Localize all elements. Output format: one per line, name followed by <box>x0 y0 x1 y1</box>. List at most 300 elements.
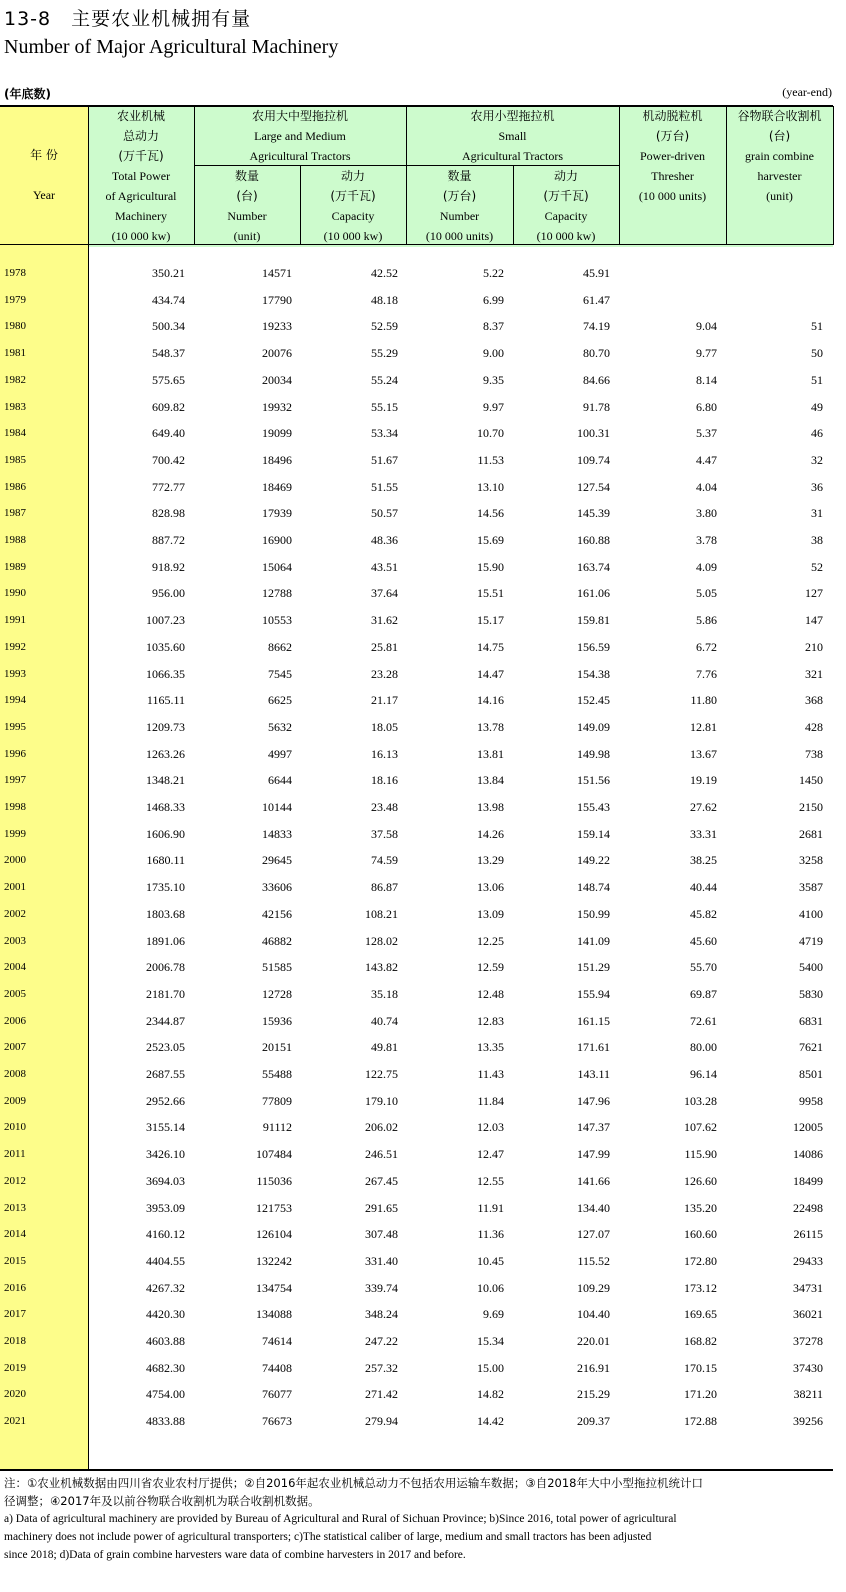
year-cell: 2007 <box>4 1041 26 1054</box>
large-number-cell: 7545 <box>268 666 292 681</box>
thresher-cell: 171.20 <box>684 1387 717 1402</box>
small-number-cell: 13.35 <box>477 1040 504 1055</box>
harvester-cell: 51 <box>811 372 823 387</box>
year-cell: 2009 <box>4 1094 26 1107</box>
large-number-cell: 14571 <box>262 266 292 280</box>
thresher-cell: 5.86 <box>696 613 717 628</box>
total-power-cell: 1348.21 <box>146 773 185 788</box>
harvester-cell: 2150 <box>799 800 823 814</box>
small-number-cell: 11.36 <box>477 1227 504 1242</box>
table-title-en: Number of Major Agricultural Machinery <box>4 36 339 58</box>
total-power-cell: 1007.23 <box>146 613 185 628</box>
large-capacity-cell: 206.02 <box>365 1120 398 1135</box>
large-capacity-cell: 291.65 <box>365 1200 398 1215</box>
small-number-cell: 15.34 <box>477 1334 504 1348</box>
small-number-cell: 12.55 <box>477 1173 504 1188</box>
table-row <box>0 874 833 901</box>
harvester-cell: 38 <box>811 533 823 547</box>
large-capacity-cell: 31.62 <box>371 613 398 628</box>
harvester-cell: 6831 <box>799 1013 823 1028</box>
header-total-power: 农业机械 总动力 (万千瓦) Total Power of Agricultural Machinery (10 000 kw) <box>105 109 177 243</box>
thresher-cell: 3.80 <box>696 506 717 521</box>
large-capacity-cell: 23.28 <box>371 666 398 681</box>
thresher-cell: 3.78 <box>696 533 717 547</box>
header-small-number: 数量 (万台) Number (10 000 units) <box>425 169 494 243</box>
total-power-cell: 4754.00 <box>146 1387 185 1402</box>
small-number-cell: 14.47 <box>477 666 504 681</box>
harvester-cell: 29433 <box>793 1253 823 1268</box>
table-row <box>0 474 833 501</box>
thresher-cell: 4.09 <box>696 559 717 574</box>
thresher-cell: 80.00 <box>690 1040 717 1055</box>
total-power-cell: 3155.14 <box>146 1120 185 1135</box>
table-row <box>0 1221 833 1248</box>
large-capacity-cell: 143.82 <box>365 960 398 975</box>
thresher-cell: 169.65 <box>684 1307 717 1322</box>
total-power-cell: 4420.30 <box>146 1307 185 1322</box>
large-capacity-cell: 40.74 <box>371 1013 398 1028</box>
small-number-cell: 14.56 <box>477 506 504 521</box>
header-harvester: 谷物联合收割机 (台) grain combine harvester (unit) <box>737 109 822 203</box>
thresher-cell: 96.14 <box>690 1067 717 1081</box>
harvester-cell: 368 <box>805 693 823 708</box>
thresher-cell: 6.72 <box>696 639 717 654</box>
header-small-tractors: 农用小型拖拉机 Small Agricultural Tractors <box>462 109 563 163</box>
small-capacity-cell: 161.15 <box>577 1013 610 1028</box>
small-capacity-cell: 134.40 <box>577 1200 610 1215</box>
total-power-cell: 1165.11 <box>146 693 185 708</box>
large-number-cell: 19932 <box>262 399 292 414</box>
small-number-cell: 15.00 <box>477 1360 504 1375</box>
harvester-cell: 2681 <box>799 826 823 841</box>
large-number-cell: 4997 <box>268 746 292 761</box>
harvester-cell: 4100 <box>799 906 823 921</box>
thresher-cell: 126.60 <box>684 1173 717 1188</box>
table-row <box>0 260 833 287</box>
small-number-cell: 13.78 <box>477 719 504 734</box>
unit-note-cn: (年底数) <box>4 87 51 101</box>
thresher-cell: 172.80 <box>684 1253 717 1268</box>
large-capacity-cell: 37.58 <box>371 826 398 841</box>
thresher-cell: 12.81 <box>690 719 717 734</box>
small-number-cell: 9.69 <box>483 1307 504 1322</box>
total-power-cell: 2006.78 <box>146 960 185 975</box>
year-cell: 1986 <box>4 480 26 493</box>
table-row <box>0 928 833 955</box>
table-row <box>0 580 833 607</box>
large-number-cell: 5632 <box>268 719 292 734</box>
harvester-cell: 37278 <box>793 1334 823 1348</box>
year-cell: 1979 <box>4 293 26 306</box>
small-number-cell: 13.98 <box>477 800 504 814</box>
thresher-cell: 170.15 <box>684 1360 717 1375</box>
small-capacity-cell: 156.59 <box>577 639 610 654</box>
table-row <box>0 287 833 314</box>
small-number-cell: 9.00 <box>483 346 504 361</box>
small-capacity-cell: 154.38 <box>577 666 610 681</box>
small-number-cell: 13.06 <box>477 880 504 895</box>
table-row <box>0 794 833 821</box>
table-row <box>0 420 833 447</box>
large-number-cell: 12788 <box>262 586 292 601</box>
year-cell: 1989 <box>4 560 26 573</box>
year-cell: 1985 <box>4 453 26 466</box>
small-number-cell: 14.16 <box>477 693 504 708</box>
large-capacity-cell: 339.74 <box>365 1280 398 1295</box>
total-power-cell: 350.21 <box>152 266 185 280</box>
total-power-cell: 3953.09 <box>146 1200 185 1215</box>
small-number-cell: 15.17 <box>477 613 504 628</box>
thresher-cell: 115.90 <box>684 1147 717 1162</box>
large-number-cell: 18469 <box>262 479 292 494</box>
large-number-cell: 15064 <box>262 559 292 574</box>
year-cell: 2004 <box>4 961 26 974</box>
year-cell: 1996 <box>4 747 26 760</box>
thresher-cell: 5.05 <box>696 586 717 601</box>
header-year: 年 份 Year <box>30 148 58 202</box>
table-row <box>0 687 833 714</box>
small-number-cell: 10.45 <box>477 1253 504 1268</box>
small-capacity-cell: 109.74 <box>577 452 610 467</box>
table-row <box>0 1381 833 1408</box>
large-capacity-cell: 42.52 <box>371 266 398 280</box>
small-number-cell: 12.47 <box>477 1147 504 1162</box>
small-number-cell: 12.25 <box>477 933 504 948</box>
large-number-cell: 17790 <box>262 292 292 307</box>
year-cell: 1992 <box>4 640 26 653</box>
large-number-cell: 6644 <box>268 773 292 788</box>
large-capacity-cell: 307.48 <box>365 1227 398 1242</box>
large-number-cell: 14833 <box>262 826 292 841</box>
small-capacity-cell: 220.01 <box>577 1334 610 1348</box>
small-capacity-cell: 209.37 <box>577 1414 610 1429</box>
harvester-cell: 3258 <box>799 853 823 868</box>
small-capacity-cell: 150.99 <box>577 906 610 921</box>
total-power-cell: 2523.05 <box>146 1040 185 1055</box>
total-power-cell: 649.40 <box>152 426 185 441</box>
large-number-cell: 115036 <box>256 1173 292 1188</box>
large-number-cell: 76077 <box>262 1387 292 1402</box>
table-row <box>0 1275 833 1302</box>
year-cell: 1984 <box>4 427 26 440</box>
small-number-cell: 10.06 <box>477 1280 504 1295</box>
table-row <box>0 313 833 340</box>
small-capacity-cell: 159.14 <box>577 826 610 841</box>
total-power-cell: 4160.12 <box>146 1227 185 1242</box>
large-capacity-cell: 51.55 <box>371 479 398 494</box>
large-number-cell: 29645 <box>262 853 292 868</box>
total-power-cell: 956.00 <box>152 586 185 601</box>
small-number-cell: 13.81 <box>477 746 504 761</box>
total-power-cell: 4833.88 <box>146 1414 185 1429</box>
large-capacity-cell: 18.16 <box>371 773 398 788</box>
table-row <box>0 340 833 367</box>
small-number-cell: 11.84 <box>477 1093 504 1108</box>
thresher-cell: 11.80 <box>690 693 717 708</box>
large-capacity-cell: 55.15 <box>371 399 398 414</box>
table-row <box>0 1114 833 1141</box>
large-number-cell: 10553 <box>262 613 292 628</box>
harvester-cell: 5830 <box>799 986 823 1001</box>
small-capacity-cell: 127.54 <box>577 479 610 494</box>
total-power-cell: 1606.90 <box>146 826 185 841</box>
large-number-cell: 8662 <box>268 639 292 654</box>
table-row <box>0 1034 833 1061</box>
year-cell: 1997 <box>4 774 26 787</box>
total-power-cell: 887.72 <box>152 533 185 547</box>
small-capacity-cell: 115.52 <box>577 1253 610 1268</box>
large-capacity-cell: 48.18 <box>371 292 398 307</box>
table-row <box>0 634 833 661</box>
total-power-cell: 2344.87 <box>146 1013 185 1028</box>
small-number-cell: 13.84 <box>477 773 504 788</box>
small-capacity-cell: 147.99 <box>577 1147 610 1162</box>
small-capacity-cell: 141.09 <box>577 933 610 948</box>
table-row <box>0 1141 833 1168</box>
year-cell: 2011 <box>4 1148 26 1161</box>
header-thresher: 机动脱粒机 (万台) Power-driven Thresher (10 000 units) <box>638 109 707 203</box>
table-row <box>0 714 833 741</box>
small-number-cell: 13.10 <box>477 479 504 494</box>
large-capacity-cell: 267.45 <box>365 1173 398 1188</box>
harvester-cell: 127 <box>805 586 823 601</box>
large-number-cell: 76673 <box>262 1414 292 1429</box>
thresher-cell: 107.62 <box>684 1120 717 1135</box>
small-number-cell: 14.82 <box>477 1387 504 1402</box>
small-capacity-cell: 145.39 <box>577 506 610 521</box>
year-cell: 2000 <box>4 854 26 867</box>
large-capacity-cell: 246.51 <box>365 1147 398 1162</box>
harvester-cell: 428 <box>805 719 823 734</box>
large-number-cell: 74408 <box>262 1360 292 1375</box>
large-number-cell: 15936 <box>262 1013 292 1028</box>
table-bottom-rule <box>0 1469 833 1471</box>
total-power-cell: 700.42 <box>152 452 185 467</box>
table-row <box>0 1088 833 1115</box>
year-cell: 1991 <box>4 614 26 627</box>
total-power-cell: 4404.55 <box>146 1253 185 1268</box>
year-cell: 2015 <box>4 1254 26 1267</box>
large-capacity-cell: 51.67 <box>371 452 398 467</box>
small-number-cell: 14.75 <box>477 639 504 654</box>
large-number-cell: 77809 <box>262 1093 292 1108</box>
large-number-cell: 19099 <box>262 426 292 441</box>
thresher-cell: 27.62 <box>690 800 717 814</box>
total-power-cell: 772.77 <box>152 479 185 494</box>
harvester-cell: 51 <box>811 319 823 334</box>
small-capacity-cell: 216.91 <box>577 1360 610 1375</box>
small-capacity-cell: 149.09 <box>577 719 610 734</box>
small-capacity-cell: 155.43 <box>577 800 610 814</box>
year-cell: 2002 <box>4 907 26 920</box>
year-cell: 2013 <box>4 1201 26 1214</box>
small-capacity-cell: 91.78 <box>583 399 610 414</box>
harvester-cell: 22498 <box>793 1200 823 1215</box>
year-cell: 1987 <box>4 507 26 520</box>
header-large-number: 数量 (台) Number (unit) <box>227 169 267 243</box>
thresher-cell: 72.61 <box>690 1013 717 1028</box>
small-number-cell: 14.42 <box>477 1414 504 1429</box>
thresher-cell: 13.67 <box>690 746 717 761</box>
large-capacity-cell: 55.24 <box>371 372 398 387</box>
harvester-cell: 34731 <box>793 1280 823 1295</box>
small-number-cell: 12.48 <box>477 986 504 1001</box>
thresher-cell: 160.60 <box>684 1227 717 1242</box>
small-capacity-cell: 127.07 <box>577 1227 610 1242</box>
large-capacity-cell: 122.75 <box>365 1067 398 1081</box>
table-row <box>0 394 833 421</box>
total-power-cell: 575.65 <box>152 372 185 387</box>
large-number-cell: 134088 <box>256 1307 292 1322</box>
thresher-cell: 38.25 <box>690 853 717 868</box>
small-capacity-cell: 148.74 <box>577 880 610 895</box>
large-capacity-cell: 128.02 <box>365 933 398 948</box>
large-capacity-cell: 53.34 <box>371 426 398 441</box>
thresher-cell: 168.82 <box>684 1334 717 1348</box>
large-number-cell: 42156 <box>262 906 292 921</box>
harvester-cell: 147 <box>805 613 823 628</box>
total-power-cell: 500.34 <box>152 319 185 334</box>
large-capacity-cell: 25.81 <box>371 639 398 654</box>
small-number-cell: 10.70 <box>477 426 504 441</box>
harvester-cell: 8501 <box>799 1067 823 1081</box>
small-number-cell: 12.83 <box>477 1013 504 1028</box>
total-power-cell: 548.37 <box>152 346 185 361</box>
large-capacity-cell: 55.29 <box>371 346 398 361</box>
large-capacity-cell: 21.17 <box>371 693 398 708</box>
large-number-cell: 91112 <box>262 1120 292 1135</box>
small-capacity-cell: 109.29 <box>577 1280 610 1295</box>
header-small-capacity: 动力 (万千瓦) Capacity (10 000 kw) <box>536 169 596 243</box>
thresher-cell: 8.14 <box>696 372 717 387</box>
year-cell: 1978 <box>4 267 26 279</box>
harvester-cell: 31 <box>811 506 823 521</box>
small-capacity-cell: 160.88 <box>577 533 610 547</box>
harvester-cell: 49 <box>811 399 823 414</box>
footnotes: 注：①农业机械数据由四川省农业农村厅提供；②自2016年起农业机械总动力不包括农用运输车数据；③自2018年大中小型拖拉机统计口 径调整；④2017年及以前谷物联合收割机为联合收割机数据。 a) Data of agricultural machinery are provided by Bureau of Agricultural and Rural of Sichuan Province; b)Since 2016, total power of agricultural machinery does not include power of agricultural transporters; c)The statistical caliber of large, medium and small tractors has been adjusted since 2018; d)Data of grain combine harvesters ware data of combine harvesters in 2017 and before. <box>4 1476 703 1561</box>
large-number-cell: 20076 <box>262 346 292 361</box>
thresher-cell: 172.88 <box>684 1414 717 1429</box>
table-row <box>0 661 833 688</box>
large-capacity-cell: 50.57 <box>371 506 398 521</box>
table-row <box>0 821 833 848</box>
table-row <box>0 1248 833 1275</box>
small-number-cell: 11.43 <box>477 1067 504 1081</box>
year-cell: 1980 <box>4 320 26 333</box>
harvester-cell: 36021 <box>793 1307 823 1322</box>
table-row <box>0 447 833 474</box>
total-power-cell: 2952.66 <box>146 1093 185 1108</box>
large-number-cell: 51585 <box>262 960 292 975</box>
year-cell: 2003 <box>4 934 26 947</box>
total-power-cell: 2181.70 <box>146 986 185 1001</box>
small-number-cell: 11.91 <box>477 1200 504 1215</box>
harvester-cell: 5400 <box>799 960 823 975</box>
large-number-cell: 20151 <box>262 1040 292 1055</box>
large-capacity-cell: 271.42 <box>365 1387 398 1402</box>
small-number-cell: 9.35 <box>483 372 504 387</box>
large-number-cell: 6625 <box>268 693 292 708</box>
thresher-cell: 6.80 <box>696 399 717 414</box>
header-large-tractors: 农用大中型拖拉机 Large and Medium Agricultural Tractors <box>249 109 351 163</box>
large-number-cell: 132242 <box>256 1253 292 1268</box>
large-number-cell: 121753 <box>256 1200 292 1215</box>
small-number-cell: 15.51 <box>477 586 504 601</box>
year-cell: 1999 <box>4 827 26 840</box>
year-cell: 2012 <box>4 1174 26 1187</box>
year-cell: 1982 <box>4 373 26 386</box>
large-number-cell: 134754 <box>256 1280 292 1295</box>
year-cell: 2014 <box>4 1228 26 1241</box>
table-row <box>0 500 833 527</box>
large-number-cell: 126104 <box>256 1227 292 1242</box>
large-number-cell: 74614 <box>262 1334 292 1348</box>
harvester-cell: 50 <box>811 346 823 361</box>
large-number-cell: 19233 <box>262 319 292 334</box>
harvester-cell: 7621 <box>799 1040 823 1055</box>
large-capacity-cell: 348.24 <box>365 1307 398 1322</box>
large-capacity-cell: 48.36 <box>371 533 398 547</box>
unit-note-en: (year-end) <box>782 85 832 99</box>
harvester-cell: 210 <box>805 639 823 654</box>
small-capacity-cell: 147.96 <box>577 1093 610 1108</box>
harvester-cell: 14086 <box>793 1147 823 1162</box>
table-row <box>0 1008 833 1035</box>
thresher-cell: 19.19 <box>690 773 717 788</box>
harvester-cell: 9958 <box>799 1093 823 1108</box>
thresher-cell: 135.20 <box>684 1200 717 1215</box>
small-number-cell: 12.59 <box>477 960 504 975</box>
year-cell: 1981 <box>4 347 26 360</box>
large-number-cell: 55488 <box>262 1067 292 1081</box>
harvester-cell: 26115 <box>793 1227 823 1242</box>
harvester-cell: 52 <box>811 559 823 574</box>
table-title-cn: 13-8 主要农业机械拥有量 <box>4 8 252 30</box>
large-number-cell: 107484 <box>256 1147 292 1162</box>
thresher-cell: 4.04 <box>696 479 717 494</box>
thresher-cell: 9.77 <box>696 346 717 361</box>
small-capacity-cell: 80.70 <box>583 346 610 361</box>
thresher-cell: 40.44 <box>690 880 717 895</box>
thresher-cell: 173.12 <box>684 1280 717 1295</box>
small-number-cell: 9.97 <box>483 399 504 414</box>
large-capacity-cell: 279.94 <box>365 1414 398 1429</box>
thresher-cell: 4.47 <box>696 452 717 467</box>
table-row <box>0 1168 833 1195</box>
large-number-cell: 20034 <box>262 372 292 387</box>
large-capacity-cell: 37.64 <box>371 586 398 601</box>
total-power-cell: 828.98 <box>152 506 185 521</box>
small-number-cell: 13.29 <box>477 853 504 868</box>
large-number-cell: 10144 <box>262 800 292 814</box>
harvester-cell: 321 <box>805 666 823 681</box>
large-number-cell: 18496 <box>262 452 292 467</box>
table-row <box>0 1355 833 1382</box>
total-power-cell: 1680.11 <box>146 853 185 868</box>
total-power-cell: 434.74 <box>152 292 185 307</box>
total-power-cell: 1735.10 <box>146 880 185 895</box>
thresher-cell: 45.82 <box>690 906 717 921</box>
small-number-cell: 14.26 <box>477 826 504 841</box>
table-row <box>0 767 833 794</box>
small-capacity-cell: 152.45 <box>577 693 610 708</box>
small-capacity-cell: 155.94 <box>577 986 610 1001</box>
thresher-cell: 45.60 <box>690 933 717 948</box>
small-number-cell: 8.37 <box>483 319 504 334</box>
year-cell: 2018 <box>4 1335 26 1347</box>
year-cell: 2017 <box>4 1308 26 1321</box>
total-power-cell: 1263.26 <box>146 746 185 761</box>
